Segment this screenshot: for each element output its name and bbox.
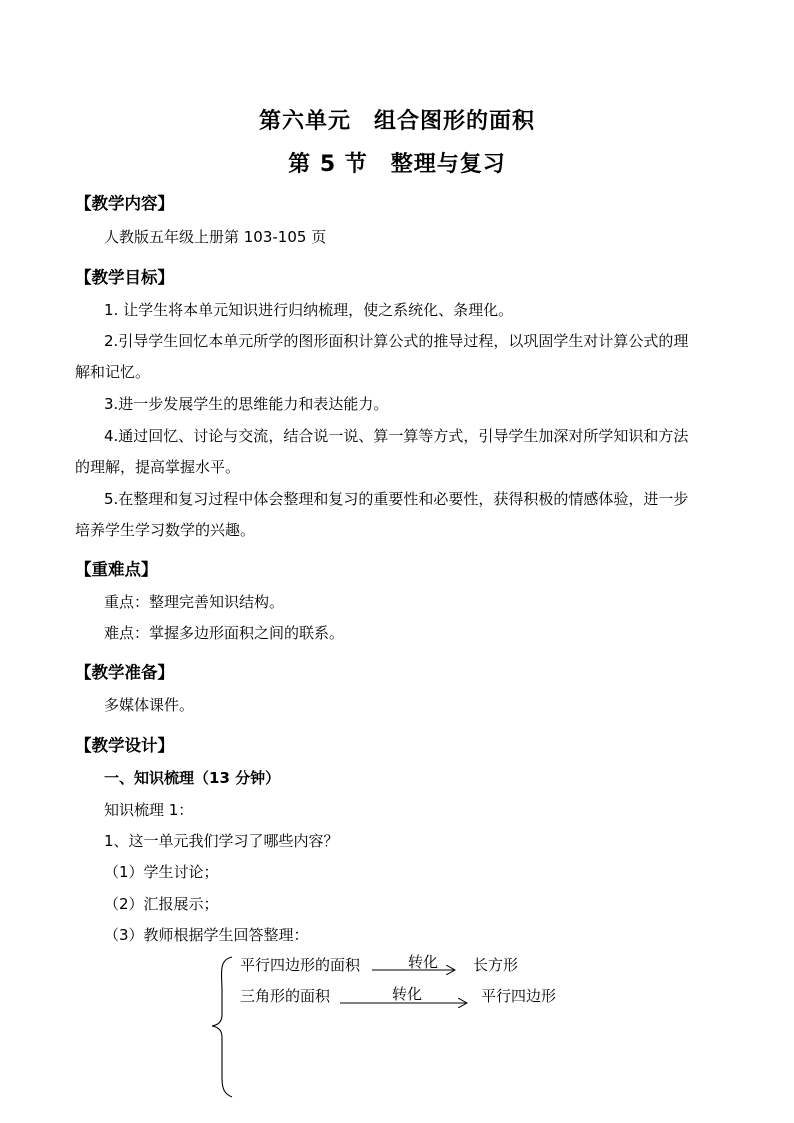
design-line-5: （3）教师根据学生回答整理：: [104, 926, 309, 944]
diagram-row2-from: 三角形的面积: [240, 987, 331, 1005]
keypoint-item-2: 难点：掌握多边形面积之间的联系。: [104, 624, 345, 642]
diagram-row1-to: 长方形: [473, 956, 519, 974]
goals-heading: 【教学目标】: [75, 268, 174, 287]
diagram-row2-to: 平行四边形: [481, 987, 557, 1005]
prep-text: 多媒体课件。: [104, 696, 195, 714]
goal-item-4: 4.通过回忆、讨论与交流，结合说一说、算一算等方式，引导学生加深对所学知识和方法: [104, 427, 689, 445]
goal-item-4-cont: 的理解，提高掌握水平。: [75, 458, 241, 476]
design-line-3: （1）学生讨论；: [104, 863, 219, 881]
diagram-row2-label: 转化: [392, 985, 423, 1003]
content-text: 人教版五年级上册第 103-105 页: [104, 228, 327, 246]
goal-item-3: 3.进一步发展学生的思维能力和表达能力。: [104, 395, 389, 413]
keypoints-heading: 【重难点】: [75, 560, 158, 579]
design-heading: 【教学设计】: [75, 736, 174, 755]
goal-item-1: 1. 让学生将本单元知识进行归纳梳理，使之系统化、条理化。: [104, 301, 514, 319]
diagram-row1-label: 转化: [408, 953, 439, 971]
goal-item-2-cont: 解和记忆。: [75, 363, 151, 381]
design-line-4: （2）汇报展示；: [104, 895, 219, 913]
unit-title: 第六单元 组合图形的面积: [258, 109, 535, 134]
design-line-1: 知识梳理 1：: [104, 801, 194, 819]
goal-item-5-cont: 培养学生学习数学的兴趣。: [75, 521, 256, 539]
curly-brace: [212, 957, 232, 1097]
design-line-2: 1、这一单元我们学习了哪些内容？: [104, 832, 339, 850]
content-heading: 【教学内容】: [75, 194, 174, 213]
diagram-row1-from: 平行四边形的面积: [240, 956, 361, 974]
goal-item-5: 5.在整理和复习过程中体会整理和复习的重要性和必要性，获得积极的情感体验，进一步: [104, 490, 689, 508]
design-subheading: 一、知识梳理（13 分钟）: [104, 769, 281, 787]
keypoint-item-1: 重点：整理完善知识结构。: [104, 593, 285, 611]
goal-item-2: 2.引导学生回忆本单元所学的图形面积计算公式的推导过程，以巩固学生对计算公式的理: [104, 332, 689, 350]
prep-heading: 【教学准备】: [75, 663, 174, 682]
lesson-title: 第 5 节 整理与复习: [288, 152, 506, 177]
